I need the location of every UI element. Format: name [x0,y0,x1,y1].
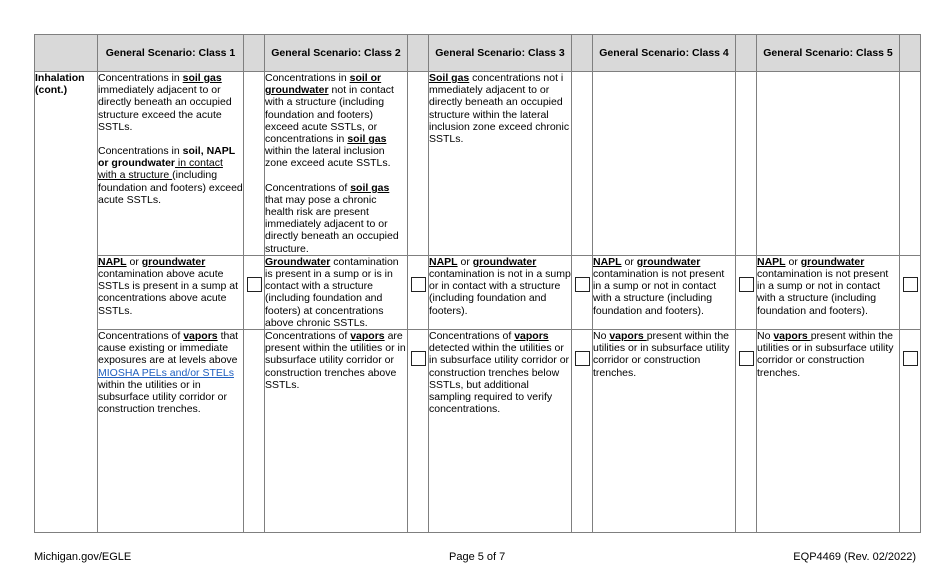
text: concentrations not i mmediately adjacent to or directly beneath an occupied structure within the lateral inclusion zone exceed chronic SSTLs. [429,72,570,146]
r2-class2-check-cell [408,255,429,329]
r3-class3-checkbox[interactable] [575,351,590,366]
header-spacer [900,35,921,72]
text: Concentrations in [265,72,350,84]
row-label-inhalation: Inhalation (cont.) [35,72,98,533]
text: Concentrations in [98,72,183,84]
text: Concentrations of [265,330,351,343]
miosha-pels-stels-link[interactable]: MIOSHA PELs and/or STELs [98,366,234,379]
text: within the lateral inclusion zone exceed acute SSTLs. [265,145,391,170]
header-spacer [408,35,429,72]
term-soil-gas: soil gas [182,72,222,84]
r3-class1-check-empty [244,330,265,533]
term-soil-gas: Soil gas [429,72,470,84]
r3-class2-checkbox[interactable] [411,351,426,366]
text: Concentrations of [429,330,515,343]
term-groundwater: groundwater [800,255,865,268]
footer-form-number: EQP4469 (Rev. 02/2022) [793,551,916,563]
r1-class2-para2 [265,182,407,255]
r2-class5-checkbox[interactable] [903,277,918,292]
term-napl: NAPL [429,255,458,268]
text: contamination above acute SSTLs is present in a sump at concentrations above acute SSTLs. [98,268,239,317]
r1-class1-para2 [98,145,243,206]
header-spacer [736,35,757,72]
r2-class2-checkbox[interactable] [411,277,426,292]
r2-class4-cell [593,255,736,329]
text: immediately adjacent to or directly beneath an occupied structure exceed the acute SSTLs. [98,84,232,133]
r1-class2-para1 [265,72,407,170]
footer-page-number: Page 5 of 7 [449,551,506,563]
term-groundwater: groundwater [472,255,537,268]
text: (including foundation and footers) exceed acute SSTLs. [98,169,243,206]
header-class-4: General Scenario: Class 4 [593,35,736,72]
header-spacer [572,35,593,72]
r2-class5-cell [757,255,900,329]
term-vapors: vapors [350,330,385,343]
term-vapors: vapors [183,330,218,343]
r1-class4-check-empty [736,72,757,256]
r3-class5-check-cell [900,330,921,533]
scenario-table [34,34,921,533]
r1-class1-check-empty [244,72,265,256]
r1-class2-cell [265,72,408,256]
header-class-1: General Scenario: Class 1 [98,35,244,72]
r3-class4-check-cell [736,330,757,533]
r3-class4-cell [593,330,736,533]
text: contamination is present in a sump or is in contact with a structure (including foundation and footers) at concentrations above chronic SSTLs. [265,255,399,329]
text: contamination is not present in a sump or not in contact with a structure (including foundation and footers). [593,268,725,317]
term-napl: NAPL [757,255,786,268]
text: within the utilities or in subsurface utility corridor or construction trenches. [98,378,227,416]
term-vapors: vapors [773,330,811,343]
r1-class1-para1 [98,72,243,133]
text: No [593,330,610,343]
r2-class2-cell [265,255,408,329]
r3-class4-checkbox[interactable] [739,351,754,366]
text: No [757,330,774,343]
text: are present within the utilities or in subsurface utility corridor or construction trenches above SSTLs. [265,330,406,391]
r1-class3-cell [429,72,572,256]
r1-class5-cell [757,72,900,256]
r3-class3-cell [429,330,572,533]
text: that cause existing or immediate exposures are at levels above [98,330,239,367]
term-soil-gas: soil gas [350,181,390,194]
text: Concentrations of [98,330,184,343]
header-blank [35,35,98,72]
footer-site: Michigan.gov/EGLE [34,551,132,563]
r2-class3-check-cell [572,255,593,329]
header-class-2: General Scenario: Class 2 [265,35,408,72]
r2-class4-checkbox[interactable] [739,277,754,292]
row-napl-groundwater [35,255,921,329]
text: or [785,255,801,268]
term-soil-napl-groundwater: soil, NAPL or groundwater [98,145,235,170]
text-in-contact: in contact with a structure [98,157,223,182]
text: present within the utilities or in subsurface utility corridor or construction trenches. [593,330,730,379]
r2-class1-check-cell [244,255,265,329]
r2-class1-cell [98,255,244,329]
r3-class5-checkbox[interactable] [903,351,918,366]
text: present within the utilities or in subsurface utility corridor or construction trenches. [757,330,894,379]
r1-class1-cell [98,72,244,256]
text: Concentrations of [265,181,351,194]
term-vapors: vapors [514,330,549,343]
r3-class5-cell [757,330,900,533]
r2-class3-checkbox[interactable] [575,277,590,292]
header-row [35,35,921,72]
term-napl: NAPL [593,255,622,268]
term-groundwater: groundwater [141,255,206,268]
row-vapors [35,330,921,533]
text: that may pose a chronic health risk are present immediately adjacent to or directly beneath an occupied structure. [265,193,399,255]
text: Concentrations in [98,145,183,158]
term-soil-or-groundwater: soil or groundwater [265,72,382,97]
r3-class2-cell [265,330,408,533]
text: contamination is not present in a sump or not in contact with a structure (including foundation and footers). [757,268,889,317]
text: not in contact with a structure (including foundation and footers) exceed acute SSTLs, or concentrations in [265,84,394,146]
r1-class4-cell [593,72,736,256]
header-class-5: General Scenario: Class 5 [757,35,900,72]
text: or [457,255,473,268]
term-groundwater: groundwater [636,255,701,268]
r2-class1-checkbox[interactable] [247,277,262,292]
term-soil-gas: soil gas [347,133,387,146]
r2-class4-check-cell [736,255,757,329]
text: detected within the utilities or in subsurface utility corridor or construction trenches below SSTLs, but additional sampling required to verify concentrations. [429,342,570,416]
row-soil-gas [35,72,921,256]
r2-class3-cell [429,255,572,329]
text: contamination is not in a sump or in contact with a structure (including foundation and footers). [429,268,571,317]
r1-class5-check-empty [900,72,921,256]
term-napl: NAPL [98,255,127,268]
r3-class3-check-cell [572,330,593,533]
r1-class3-check-empty [572,72,593,256]
term-vapors: vapors [609,330,647,343]
text: or [126,255,142,268]
header-class-3: General Scenario: Class 3 [429,35,572,72]
r3-class1-cell [98,330,244,533]
r3-class2-check-cell [408,330,429,533]
text: or [621,255,637,268]
header-spacer [244,35,265,72]
r1-class2-check-empty [408,72,429,256]
r2-class5-check-cell [900,255,921,329]
term-groundwater: Groundwater [265,255,331,268]
